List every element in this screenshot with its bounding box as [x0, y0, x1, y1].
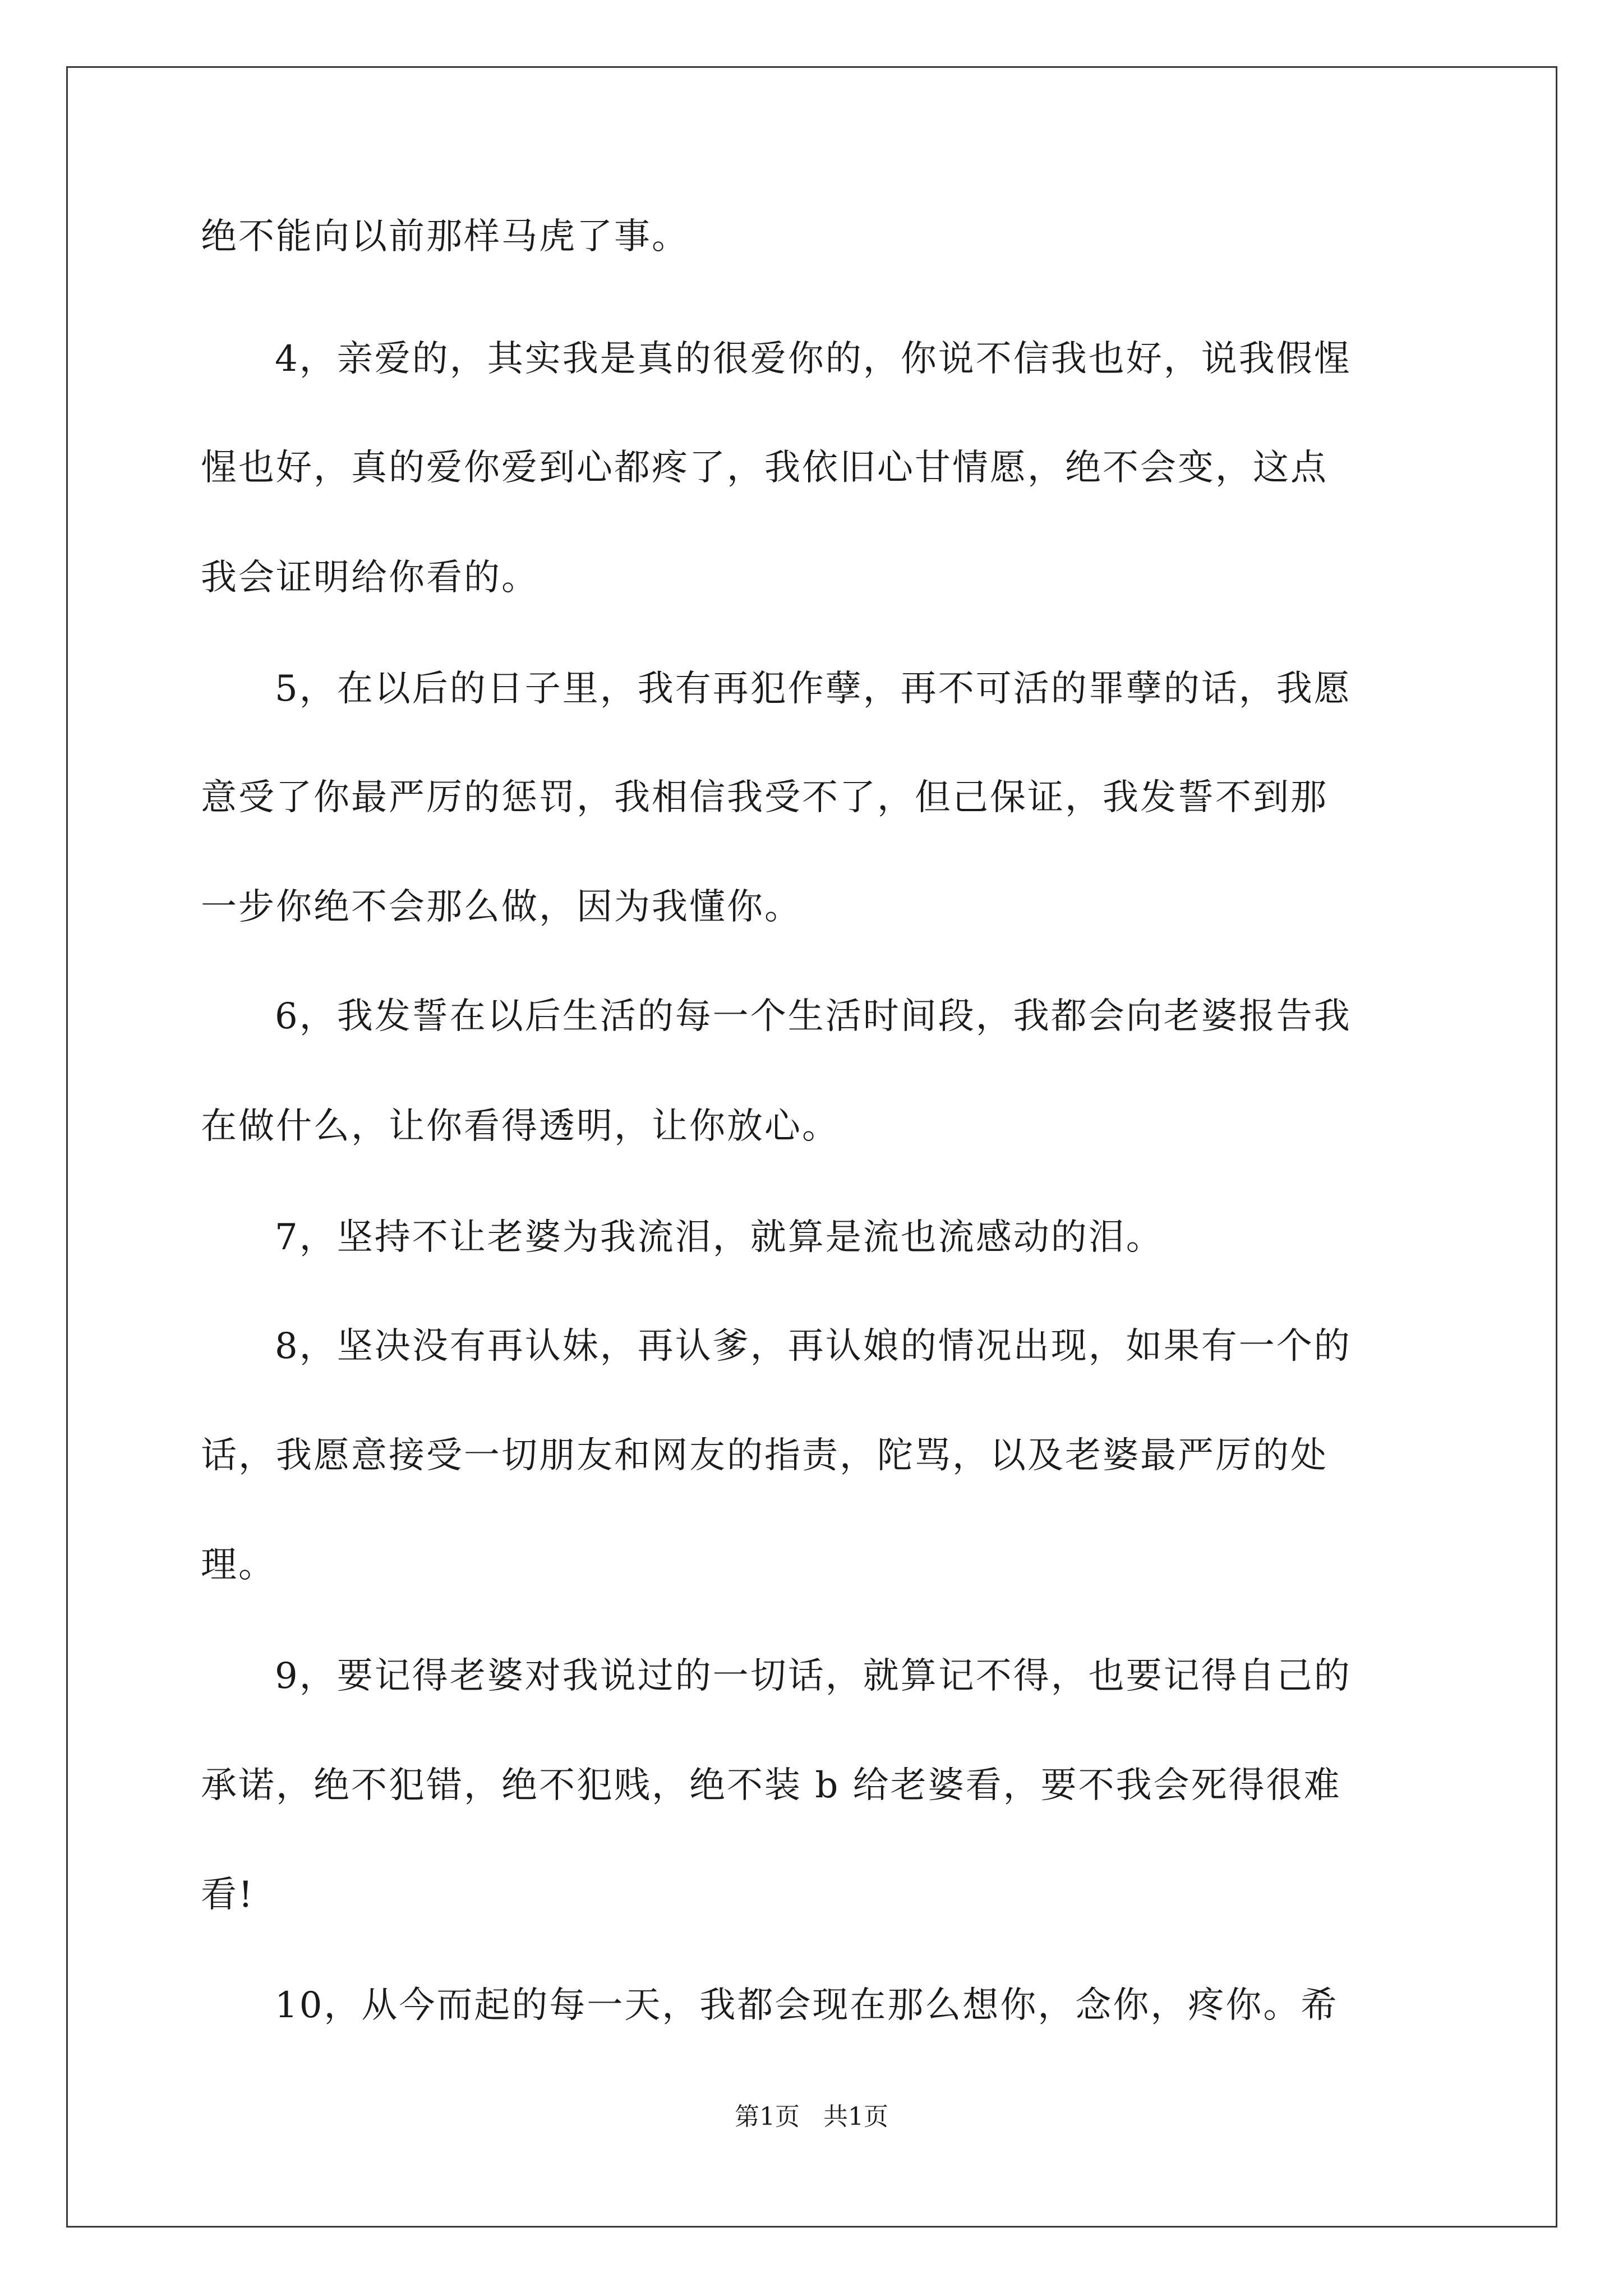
paragraph-line: 7，坚持不让老婆为我流泪，就算是流也流感动的泪。	[275, 1217, 1164, 1258]
paragraph-line: 承诺，绝不犯错，绝不犯贱，绝不装 b 给老婆看，要不我会死得很难	[201, 1765, 1341, 1806]
paragraph-line: 一步你绝不会那么做，因为我懂你。	[201, 886, 802, 928]
page-number-footer: 第1页 共1页	[735, 2102, 888, 2131]
paragraph-line: 理。	[201, 1544, 276, 1586]
paragraph-line: 看!	[201, 1874, 255, 1916]
paragraph-line: 在做什么，让你看得透明，让你放心。	[201, 1106, 840, 1147]
paragraph-line: 意受了你最严厉的惩罚，我相信我受不了，但己保证，我发誓不到那	[201, 777, 1328, 818]
paragraph-line: 我会证明给你看的。	[201, 557, 539, 599]
paragraph-line: 话，我愿意接受一切朋友和网友的指责，陀骂，以及老婆最严厉的处	[201, 1435, 1328, 1476]
paragraph-line: 8，坚决没有再认妹，再认爹，再认娘的情况出现，如果有一个的	[275, 1326, 1352, 1367]
paragraph-line: 9，要记得老婆对我说过的一切话，就算记不得，也要记得自己的	[275, 1655, 1352, 1697]
paragraph-line: 10，从今而起的每一天，我都会现在那么想你，念你，疼你。希	[275, 1985, 1339, 2026]
paragraph-line: 惺也好，真的爱你爱到心都疼了，我依旧心甘情愿，绝不会变，这点	[201, 447, 1328, 489]
paragraph-line: 6，我发誓在以后生活的每一个生活时间段，我都会向老婆报告我	[275, 996, 1352, 1037]
paragraph-line: 绝不能向以前那样马虎了事。	[201, 216, 689, 257]
paragraph-line: 4，亲爱的，其实我是真的很爱你的，你说不信我也好，说我假惺	[275, 338, 1352, 380]
paragraph-line: 5，在以后的日子里，我有再犯作孽，再不可活的罪孽的话，我愿	[275, 668, 1352, 710]
